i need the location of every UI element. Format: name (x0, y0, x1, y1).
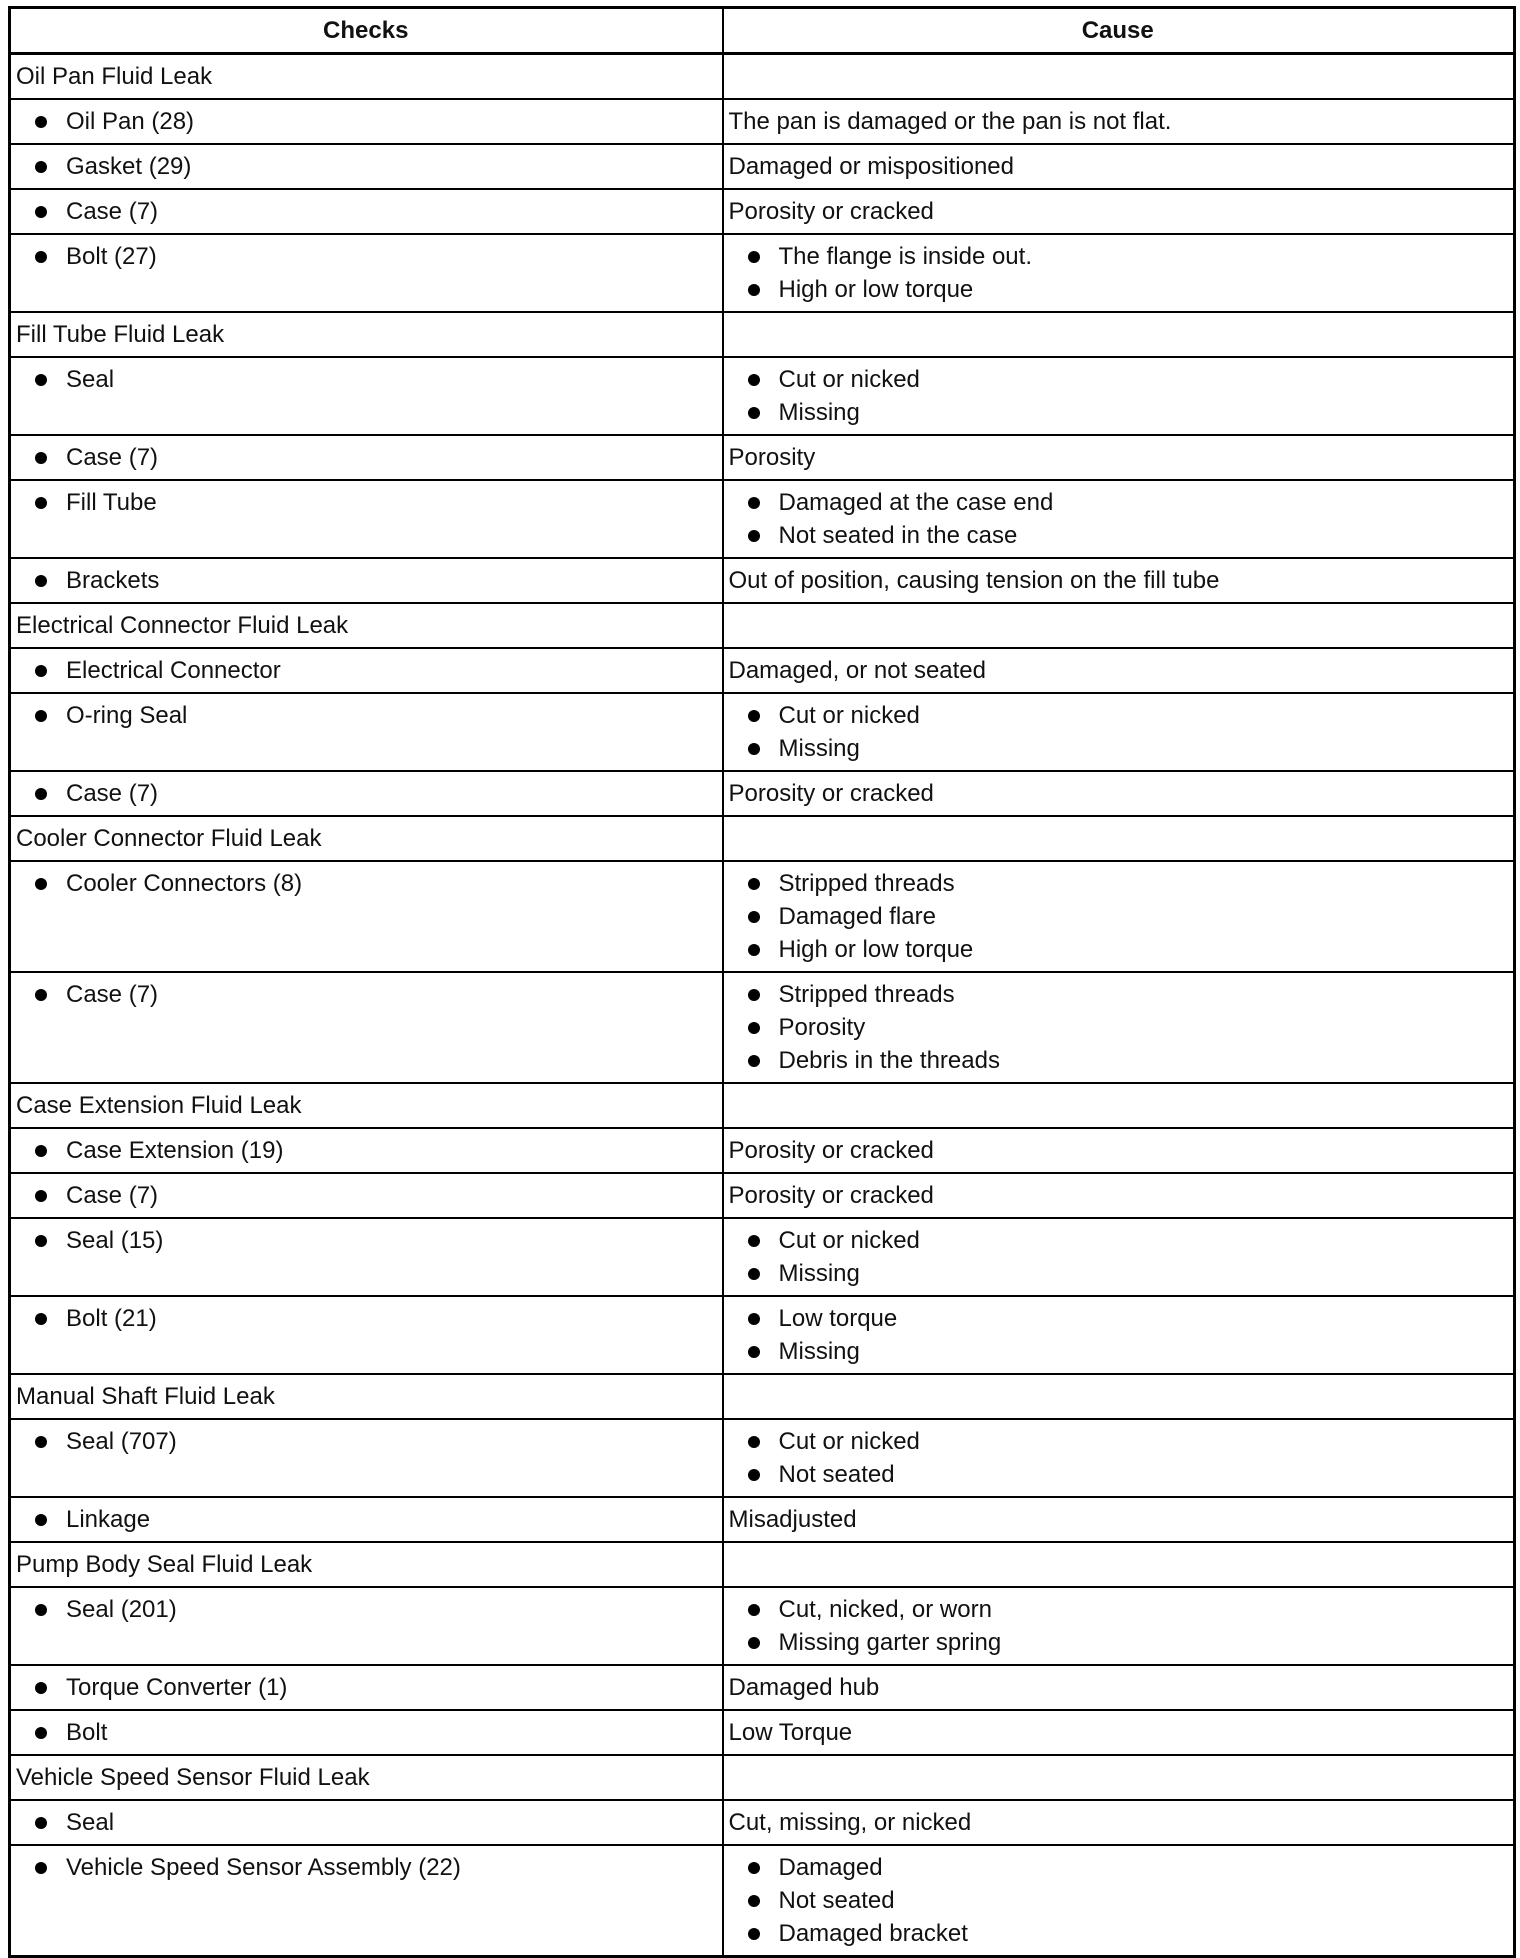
table-row (10, 972, 1515, 1083)
check-item (16, 486, 716, 519)
cause-cell: Damaged hub (723, 1665, 1515, 1710)
table-row (10, 861, 1515, 972)
check-item (16, 150, 716, 183)
check-item (16, 105, 716, 138)
bullet-icon (35, 1604, 47, 1616)
cause-cell: Porosity or cracked (723, 1128, 1515, 1173)
cause-cell (723, 1296, 1515, 1374)
cause-label: Missing (778, 1338, 860, 1365)
check-cell (10, 1665, 723, 1710)
table-header-row (10, 8, 1515, 54)
check-cell (10, 1173, 723, 1218)
cause-cell: Porosity or cracked (723, 1173, 1515, 1218)
bullet-icon (35, 1436, 47, 1448)
group-header-row (10, 816, 1515, 861)
bullet-icon (748, 1436, 760, 1448)
check-cell (10, 1800, 723, 1845)
table-row (10, 1710, 1515, 1755)
check-item (16, 1302, 716, 1335)
table-row (10, 1800, 1515, 1845)
table-row (10, 648, 1515, 693)
check-list (16, 150, 716, 183)
cause-item (729, 1593, 1508, 1626)
bullet-icon (748, 1055, 760, 1067)
check-label: Seal (66, 1809, 115, 1836)
group-title: Pump Body Seal Fluid Leak (10, 1542, 723, 1587)
check-cell (10, 1497, 723, 1542)
check-list (16, 105, 716, 138)
cause-cell (723, 357, 1515, 435)
cause-label: Debris in the threads (778, 1047, 1000, 1074)
check-cell (10, 1218, 723, 1296)
cause-cell (723, 234, 1515, 312)
check-list (16, 195, 716, 228)
bullet-icon (748, 1895, 760, 1907)
table-row (10, 1497, 1515, 1542)
check-list (16, 777, 716, 810)
bullet-icon (35, 1682, 47, 1694)
check-item (16, 1503, 716, 1536)
bullet-icon (748, 911, 760, 923)
check-list (16, 1425, 716, 1458)
check-cell (10, 1587, 723, 1665)
cause-label: Missing (778, 735, 860, 762)
cause-label: Not seated (778, 1887, 895, 1914)
bullet-icon (748, 710, 760, 722)
bullet-icon (748, 407, 760, 419)
cause-label: Not seated in the case (778, 522, 1018, 549)
check-list (16, 1302, 716, 1335)
cause-item (729, 1011, 1508, 1044)
check-item (16, 1593, 716, 1626)
cause-item (729, 1626, 1508, 1659)
fluid-leak-checks-table (8, 6, 1516, 1958)
group-title: Fill Tube Fluid Leak (10, 312, 723, 357)
bullet-icon (35, 665, 47, 677)
cause-cell: Damaged or mispositioned (723, 144, 1515, 189)
group-title: Cooler Connector Fluid Leak (10, 816, 723, 861)
bullet-icon (35, 710, 47, 722)
cause-list (729, 1224, 1508, 1290)
group-title: Vehicle Speed Sensor Fluid Leak (10, 1755, 723, 1800)
cause-label: Damaged flare (778, 903, 936, 930)
check-cell (10, 435, 723, 480)
cause-list (729, 1851, 1508, 1950)
check-label: Case (7) (66, 198, 159, 225)
table-row (10, 357, 1515, 435)
cause-list (729, 1302, 1508, 1368)
cause-item (729, 396, 1508, 429)
cause-cell: Cut, missing, or nicked (723, 1800, 1515, 1845)
cause-item (729, 978, 1508, 1011)
cause-item (729, 1257, 1508, 1290)
cause-item (729, 1425, 1508, 1458)
bullet-icon (35, 374, 47, 386)
check-item (16, 699, 716, 732)
bullet-icon (748, 497, 760, 509)
table-row (10, 234, 1515, 312)
check-cell (10, 144, 723, 189)
cause-label: Damaged (778, 1854, 883, 1881)
cause-cell (723, 1419, 1515, 1497)
cause-label: Damaged bracket (778, 1920, 968, 1947)
check-label: Seal (66, 366, 115, 393)
bullet-icon (748, 1268, 760, 1280)
check-list (16, 240, 716, 273)
bullet-icon (748, 1469, 760, 1481)
check-cell (10, 189, 723, 234)
check-label: Cooler Connectors (8) (66, 870, 303, 897)
check-list (16, 1593, 716, 1626)
cause-label: Porosity (778, 1014, 866, 1041)
cause-label: Damaged at the case end (778, 489, 1054, 516)
check-label: Gasket (29) (66, 153, 192, 180)
empty-cause-cell (723, 54, 1515, 100)
cause-list (729, 1425, 1508, 1491)
check-cell (10, 480, 723, 558)
bullet-icon (748, 1604, 760, 1616)
cause-item (729, 1458, 1508, 1491)
check-list (16, 564, 716, 597)
cause-cell (723, 861, 1515, 972)
table-row (10, 1419, 1515, 1497)
bullet-icon (35, 989, 47, 1001)
bullet-icon (748, 1928, 760, 1940)
check-label: Case (7) (66, 1182, 159, 1209)
bullet-icon (35, 1235, 47, 1247)
table-row (10, 558, 1515, 603)
check-item (16, 564, 716, 597)
empty-cause-cell (723, 1755, 1515, 1800)
check-list (16, 654, 716, 687)
bullet-icon (35, 1727, 47, 1739)
check-item (16, 867, 716, 900)
check-label: Bolt (21) (66, 1305, 157, 1332)
check-item (16, 777, 716, 810)
check-list (16, 363, 716, 396)
check-label: Oil Pan (28) (66, 108, 195, 135)
bullet-icon (35, 1190, 47, 1202)
bullet-icon (748, 743, 760, 755)
empty-cause-cell (723, 1542, 1515, 1587)
cause-label: Stripped threads (778, 870, 955, 897)
group-header-row (10, 54, 1515, 100)
check-cell (10, 558, 723, 603)
cause-item (729, 933, 1508, 966)
cause-cell: Porosity or cracked (723, 771, 1515, 816)
check-item (16, 1425, 716, 1458)
document-page (8, 6, 1513, 1958)
cause-label: Missing garter spring (778, 1629, 1002, 1656)
check-item (16, 1134, 716, 1167)
check-label: Case Extension (19) (66, 1137, 284, 1164)
check-list (16, 1806, 716, 1839)
table-row (10, 99, 1515, 144)
bullet-icon (35, 116, 47, 128)
cause-cell: Out of position, causing tension on the fill tube (723, 558, 1515, 603)
check-list (16, 1671, 716, 1704)
bullet-icon (748, 284, 760, 296)
empty-cause-cell (723, 816, 1515, 861)
cause-item (729, 486, 1508, 519)
bullet-icon (35, 1145, 47, 1157)
cause-cell: Misadjusted (723, 1497, 1515, 1542)
cause-item (729, 1302, 1508, 1335)
cause-list (729, 363, 1508, 429)
cause-cell: Porosity or cracked (723, 189, 1515, 234)
check-label: Electrical Connector (66, 657, 281, 684)
cause-item (729, 519, 1508, 552)
cause-list (729, 240, 1508, 306)
bullet-icon (35, 788, 47, 800)
cause-cell: The pan is damaged or the pan is not flat. (723, 99, 1515, 144)
cause-item (729, 363, 1508, 396)
cause-list (729, 486, 1508, 552)
check-cell (10, 861, 723, 972)
check-list (16, 699, 716, 732)
check-list (16, 441, 716, 474)
table-row (10, 1218, 1515, 1296)
check-item (16, 195, 716, 228)
cause-label: Cut or nicked (778, 366, 920, 393)
check-item (16, 1224, 716, 1257)
empty-cause-cell (723, 603, 1515, 648)
table-row (10, 1296, 1515, 1374)
cause-item (729, 1224, 1508, 1257)
check-label: Vehicle Speed Sensor Assembly (22) (66, 1854, 461, 1881)
empty-cause-cell (723, 312, 1515, 357)
cause-label: Cut or nicked (778, 1227, 920, 1254)
table-row (10, 1173, 1515, 1218)
check-list (16, 867, 716, 900)
table-row (10, 693, 1515, 771)
check-label: Bolt (66, 1719, 108, 1746)
group-title: Oil Pan Fluid Leak (10, 54, 723, 100)
check-list (16, 1851, 716, 1884)
check-label: Brackets (66, 567, 160, 594)
bullet-icon (35, 452, 47, 464)
bullet-icon (35, 1817, 47, 1829)
cause-label: Cut or nicked (778, 1428, 920, 1455)
check-cell (10, 1710, 723, 1755)
check-label: Seal (201) (66, 1596, 177, 1623)
check-cell (10, 648, 723, 693)
check-label: Bolt (27) (66, 243, 157, 270)
bullet-icon (35, 575, 47, 587)
check-item (16, 1716, 716, 1749)
cause-label: The flange is inside out. (778, 243, 1032, 270)
cause-cell: Damaged, or not seated (723, 648, 1515, 693)
group-header-row (10, 1755, 1515, 1800)
bullet-icon (748, 374, 760, 386)
check-label: Torque Converter (1) (66, 1674, 288, 1701)
group-header-row (10, 1374, 1515, 1419)
check-item (16, 978, 716, 1011)
empty-cause-cell (723, 1083, 1515, 1128)
check-list (16, 1224, 716, 1257)
check-cell (10, 972, 723, 1083)
table-body (10, 54, 1515, 1957)
table-row (10, 189, 1515, 234)
check-item (16, 441, 716, 474)
cause-list (729, 867, 1508, 966)
bullet-icon (748, 1346, 760, 1358)
cause-item (729, 1044, 1508, 1077)
check-label: Case (7) (66, 981, 159, 1008)
cause-cell (723, 1845, 1515, 1957)
check-item (16, 1851, 716, 1884)
cause-list (729, 1593, 1508, 1659)
bullet-icon (748, 251, 760, 263)
cause-cell: Porosity (723, 435, 1515, 480)
check-label: Seal (707) (66, 1428, 177, 1455)
group-header-row (10, 1542, 1515, 1587)
check-list (16, 486, 716, 519)
check-list (16, 1179, 716, 1212)
cause-item (729, 699, 1508, 732)
bullet-icon (748, 1235, 760, 1247)
check-list (16, 978, 716, 1011)
check-cell (10, 771, 723, 816)
cause-label: Cut or nicked (778, 702, 920, 729)
cause-label: Stripped threads (778, 981, 955, 1008)
bullet-icon (35, 878, 47, 890)
bullet-icon (35, 161, 47, 173)
bullet-icon (748, 530, 760, 542)
group-header-row (10, 312, 1515, 357)
group-header-row (10, 603, 1515, 648)
check-label: Case (7) (66, 444, 159, 471)
check-item (16, 1806, 716, 1839)
table-row (10, 1665, 1515, 1710)
check-label: Seal (15) (66, 1227, 164, 1254)
cause-label: Missing (778, 1260, 860, 1287)
bullet-icon (35, 1313, 47, 1325)
check-item (16, 1179, 716, 1212)
cause-cell: Low Torque (723, 1710, 1515, 1755)
group-header-row (10, 1083, 1515, 1128)
bullet-icon (748, 1022, 760, 1034)
cause-label: High or low torque (778, 276, 974, 303)
cause-item (729, 240, 1508, 273)
cause-item (729, 732, 1508, 765)
table-row (10, 435, 1515, 480)
check-cell (10, 357, 723, 435)
cause-cell (723, 693, 1515, 771)
check-cell (10, 1419, 723, 1497)
cause-cell (723, 1587, 1515, 1665)
cause-label: Missing (778, 399, 860, 426)
table-row (10, 144, 1515, 189)
check-cell (10, 693, 723, 771)
checks-column-header: Checks (10, 8, 723, 54)
check-cell (10, 1845, 723, 1957)
check-cell (10, 1128, 723, 1173)
table-row (10, 1128, 1515, 1173)
bullet-icon (748, 989, 760, 1001)
check-label: Linkage (66, 1506, 151, 1533)
group-title: Manual Shaft Fluid Leak (10, 1374, 723, 1419)
cause-item (729, 273, 1508, 306)
cause-cell (723, 480, 1515, 558)
bullet-icon (748, 1637, 760, 1649)
cause-item (729, 900, 1508, 933)
cause-item (729, 1884, 1508, 1917)
check-list (16, 1134, 716, 1167)
cause-item (729, 1851, 1508, 1884)
cause-list (729, 699, 1508, 765)
cause-list (729, 978, 1508, 1077)
cause-cell (723, 1218, 1515, 1296)
bullet-icon (35, 206, 47, 218)
check-cell (10, 234, 723, 312)
cause-label: Cut, nicked, or worn (778, 1596, 992, 1623)
bullet-icon (35, 1514, 47, 1526)
bullet-icon (748, 1313, 760, 1325)
cause-item (729, 867, 1508, 900)
cause-label: Low torque (778, 1305, 898, 1332)
check-list (16, 1716, 716, 1749)
check-item (16, 654, 716, 687)
bullet-icon (748, 1862, 760, 1874)
bullet-icon (748, 944, 760, 956)
cause-column-header: Cause (723, 8, 1515, 54)
check-label: O-ring Seal (66, 702, 188, 729)
check-item (16, 363, 716, 396)
table-row (10, 1587, 1515, 1665)
cause-label: Not seated (778, 1461, 895, 1488)
check-item (16, 1671, 716, 1704)
check-item (16, 240, 716, 273)
bullet-icon (748, 878, 760, 890)
check-cell (10, 1296, 723, 1374)
cause-cell (723, 972, 1515, 1083)
check-label: Case (7) (66, 780, 159, 807)
group-title: Electrical Connector Fluid Leak (10, 603, 723, 648)
bullet-icon (35, 251, 47, 263)
check-label: Fill Tube (66, 489, 157, 516)
bullet-icon (35, 497, 47, 509)
cause-item (729, 1335, 1508, 1368)
cause-item (729, 1917, 1508, 1950)
check-cell (10, 99, 723, 144)
bullet-icon (35, 1862, 47, 1874)
check-list (16, 1503, 716, 1536)
table-row (10, 771, 1515, 816)
empty-cause-cell (723, 1374, 1515, 1419)
cause-label: High or low torque (778, 936, 974, 963)
table-row (10, 480, 1515, 558)
group-title: Case Extension Fluid Leak (10, 1083, 723, 1128)
table-row (10, 1845, 1515, 1957)
